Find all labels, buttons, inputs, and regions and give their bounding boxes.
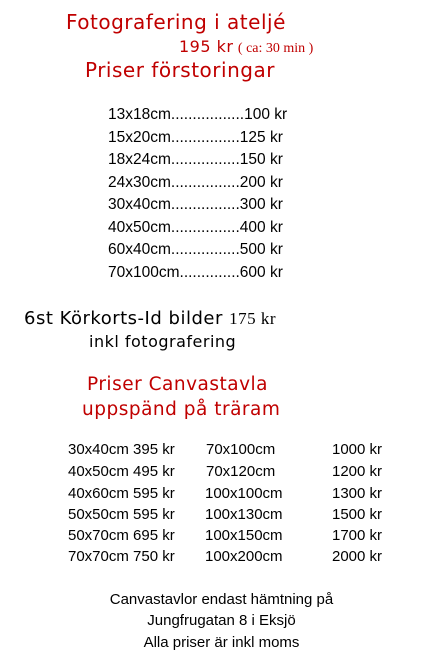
enlargement-price-row: 60x40cm................500 kr — [108, 241, 283, 258]
header-duration: ( ca: 30 min ) — [237, 41, 314, 56]
canvas-price: 1500 kr — [332, 506, 383, 523]
id-photo-price: 175 kr — [229, 309, 276, 328]
canvas-price: 1700 kr — [332, 527, 383, 544]
canvas-price: 1300 kr — [332, 485, 383, 502]
canvas-size: 100x200cm — [205, 548, 283, 565]
canvas-left-price: 70x70cm 750 kr — [68, 548, 175, 565]
id-photo-note: inkl fotografering — [89, 332, 237, 351]
enlargements-title: Priser förstoringar — [85, 58, 275, 82]
enlargement-price-row: 15x20cm................125 kr — [108, 129, 283, 146]
header-price-line — [179, 37, 313, 57]
canvas-left-price: 50x70cm 695 kr — [68, 527, 175, 544]
canvas-size: 70x100cm — [206, 441, 276, 458]
enlargement-price-row: 70x100cm..............600 kr — [108, 264, 283, 281]
canvas-size: 100x130cm — [205, 506, 283, 523]
canvas-size: 100x150cm — [205, 527, 283, 544]
enlargement-price-row: 40x50cm................400 kr — [108, 219, 283, 236]
canvas-left-price: 30x40cm 395 kr — [68, 441, 175, 458]
canvas-left-price: 40x60cm 595 kr — [68, 485, 175, 502]
canvas-subtitle: uppspänd på träram — [82, 399, 281, 420]
canvas-size: 100x100cm — [205, 485, 283, 502]
enlargement-price-row: 30x40cm................300 kr — [108, 196, 283, 213]
canvas-title: Priser Canvastavla — [87, 374, 269, 395]
id-photo-offer — [24, 308, 276, 329]
canvas-size: 70x120cm — [206, 463, 276, 480]
canvas-price: 1200 kr — [332, 463, 383, 480]
footer-pickup-note: Canvastavlor endast hämtning på — [109, 591, 334, 608]
canvas-price: 2000 kr — [332, 548, 383, 565]
canvas-price: 1000 kr — [332, 441, 383, 458]
footer-address: Jungfrugatan 8 i Eksjö — [147, 612, 296, 629]
header-price: 195 kr — [179, 37, 234, 56]
canvas-left-price: 50x50cm 595 kr — [68, 506, 175, 523]
enlargement-price-row: 24x30cm................200 kr — [108, 174, 283, 191]
enlargement-price-row: 13x18cm.................100 kr — [108, 106, 288, 123]
id-photo-text: 6st Körkorts-Id bilder — [24, 308, 223, 329]
canvas-left-price: 40x50cm 495 kr — [68, 463, 175, 480]
footer-vat-note: Alla priser är inkl moms — [143, 634, 300, 651]
header-title: Fotografering i ateljé — [66, 10, 286, 34]
enlargement-price-row: 18x24cm................150 kr — [108, 151, 283, 168]
